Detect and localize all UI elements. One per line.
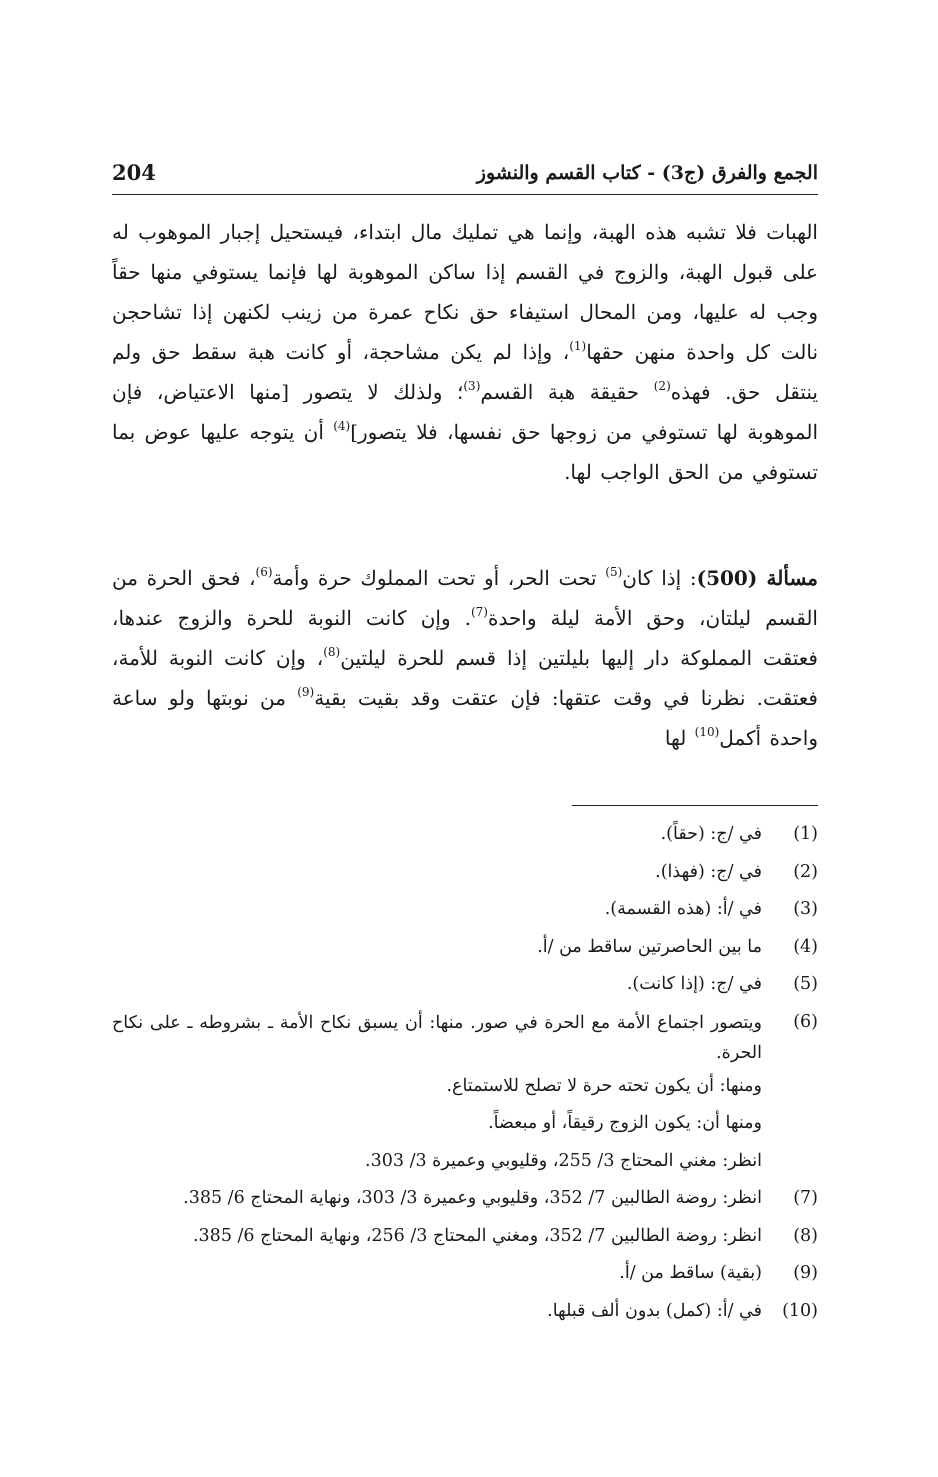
footnote-text: ما بين الحاصرتين ساقط من /أ.: [537, 936, 762, 957]
footnote-separator: [572, 805, 818, 806]
footnote-ref-6[interactable]: (6): [255, 565, 273, 579]
footnote-item: [112, 816, 818, 854]
footnote-number: (1): [793, 824, 818, 844]
intro-text: ، وإذا لم يكن مشاحجة، أو كانت هبة سقط حق ولم ينتقل حق. فهذه: [112, 340, 818, 404]
footnote-number: (2): [793, 861, 818, 882]
footnote-item: [112, 929, 818, 967]
issue-label: مسألة (500): [696, 566, 818, 590]
footnote-number: (4): [793, 936, 818, 957]
footnote-ref-8[interactable]: (8): [323, 645, 341, 659]
footnote-text: في /أ: (كمل) بدون ألف قبلها.: [547, 1300, 762, 1321]
footnote-text: ويتصور اجتماع الأمة مع الحرة في صور. منها: أن يسبق نكاح الأمة ـ بشروطه ـ على نكاح الحرة.: [112, 1012, 762, 1063]
header-rule: [112, 194, 818, 195]
intro-text: ؛ ولذلك لا يتصور [منها الاعتياض، فإن الموهوبة لها تستوفي من زوجها حق نفسها، فلا يتصور]: [112, 380, 819, 444]
intro-paragraph: [112, 212, 818, 492]
footnote-item: [112, 1180, 818, 1218]
footnote-text: في /أ: (هذه القسمة).: [604, 899, 762, 919]
footnote-ref-5[interactable]: (5): [605, 565, 623, 579]
footnote-ref-1[interactable]: (1): [569, 339, 587, 353]
footnote-text: في /ج: (فهذا).: [655, 861, 762, 882]
footnote-ref-3[interactable]: (3): [463, 379, 481, 393]
intro-text: أن يتوجه عليها عوض بما تستوفي من الحق الواجب لها.: [112, 420, 818, 484]
footnote-text: انظر: روضة الطالبين 7/ 352، وقليوبي وعميرة 3/ 303، ونهاية المحتاج 6/ 385.: [183, 1188, 762, 1208]
footnote-item: [112, 1293, 818, 1331]
footnote-number: (3): [793, 899, 818, 919]
footnote-number: (7): [793, 1188, 818, 1208]
footnote-item: [112, 854, 818, 892]
issue-text: لها: [664, 726, 695, 750]
footnote-item: [112, 966, 818, 1004]
footnote-number: (8): [793, 1225, 818, 1246]
footnote-number: (9): [793, 1263, 818, 1283]
footnote-item: [112, 1218, 818, 1256]
footnote-ref-7[interactable]: (7): [470, 605, 488, 619]
footnote-number: (10): [782, 1300, 818, 1321]
issue-paragraph: [112, 558, 818, 758]
footnote-number: (6): [793, 1011, 818, 1032]
footnote-text: في /ج: (حقاً).: [660, 824, 762, 844]
page-number: 204: [112, 160, 156, 185]
issue-text: . وإن كانت النوبة للحرة والزوج عندها، فعتقت المملوكة دار إليها بليلتين إذا قسم للحرة ليلتين: [112, 606, 818, 670]
footnotes: [112, 816, 818, 1330]
footnote-subline: ومنها: أن يكون تحته حرة لا تصلح للاستمتاع.: [446, 1075, 762, 1096]
footnote-text: انظر: روضة الطالبين 7/ 352، ومغني المحتاج 3/ 256، ونهاية المحتاج 6/ 385.: [192, 1225, 762, 1246]
footnote-item: [112, 1004, 818, 1068]
issue-text: ، فحق الحرة من القسم ليلتان، وحق الأمة ليلة واحدة: [112, 566, 818, 630]
footnote-item: [112, 891, 818, 929]
issue-text: : إذا كان: [622, 566, 697, 590]
footnote-subline: ومنها أن: يكون الزوج رقيقاً، أو مبعضاً.: [488, 1113, 762, 1133]
footnote-ref-10[interactable]: (10): [694, 725, 720, 739]
footnote-ref-9[interactable]: (9): [297, 685, 315, 699]
issue-text: من نوبتها ولو ساعة واحدة أكمل: [112, 686, 818, 750]
footnote-number: (5): [793, 974, 818, 994]
issue-text: ، وإن كانت النوبة للأمة، فعتقت. نظرنا في وقت عتقها: فإن عتقت وقد بقيت بقية: [112, 646, 818, 710]
footnote-ref-2[interactable]: (2): [653, 379, 671, 393]
footnote-subline: انظر: مغني المحتاج 3/ 255، وقليوبي وعميرة 3/ 303.: [365, 1150, 762, 1171]
intro-text: الهبات فلا تشبه هذه الهبة، وإنما هي تمليك مال ابتداء، فيستحيل إجبار الموهوب له على قبول الهبة، والزوج في القسم إذا ساكن الموهوبة لها فإنما يستوفي منها حقاً وجب له عليها، ومن المحال استيفاء حق نكاح عمرة من زينب لكنهن إذا تشاحجن نالت كل واحدة منهن حقها: [112, 220, 819, 364]
footnote-item: [112, 1255, 818, 1293]
issue-text: تحت الحر، أو تحت المملوك حرة وأمة: [272, 566, 606, 590]
footnote-ref-4[interactable]: (4): [333, 419, 351, 433]
running-header: [112, 158, 818, 196]
intro-text: حقيقة هبة القسم: [480, 380, 654, 404]
running-title: الجمع والفرق (ج3) - كتاب القسم والنشوز: [476, 162, 818, 184]
footnote-text: (بقية) ساقط من /أ.: [619, 1263, 762, 1283]
footnote-text: في /ج: (إذا كانت).: [626, 974, 762, 994]
